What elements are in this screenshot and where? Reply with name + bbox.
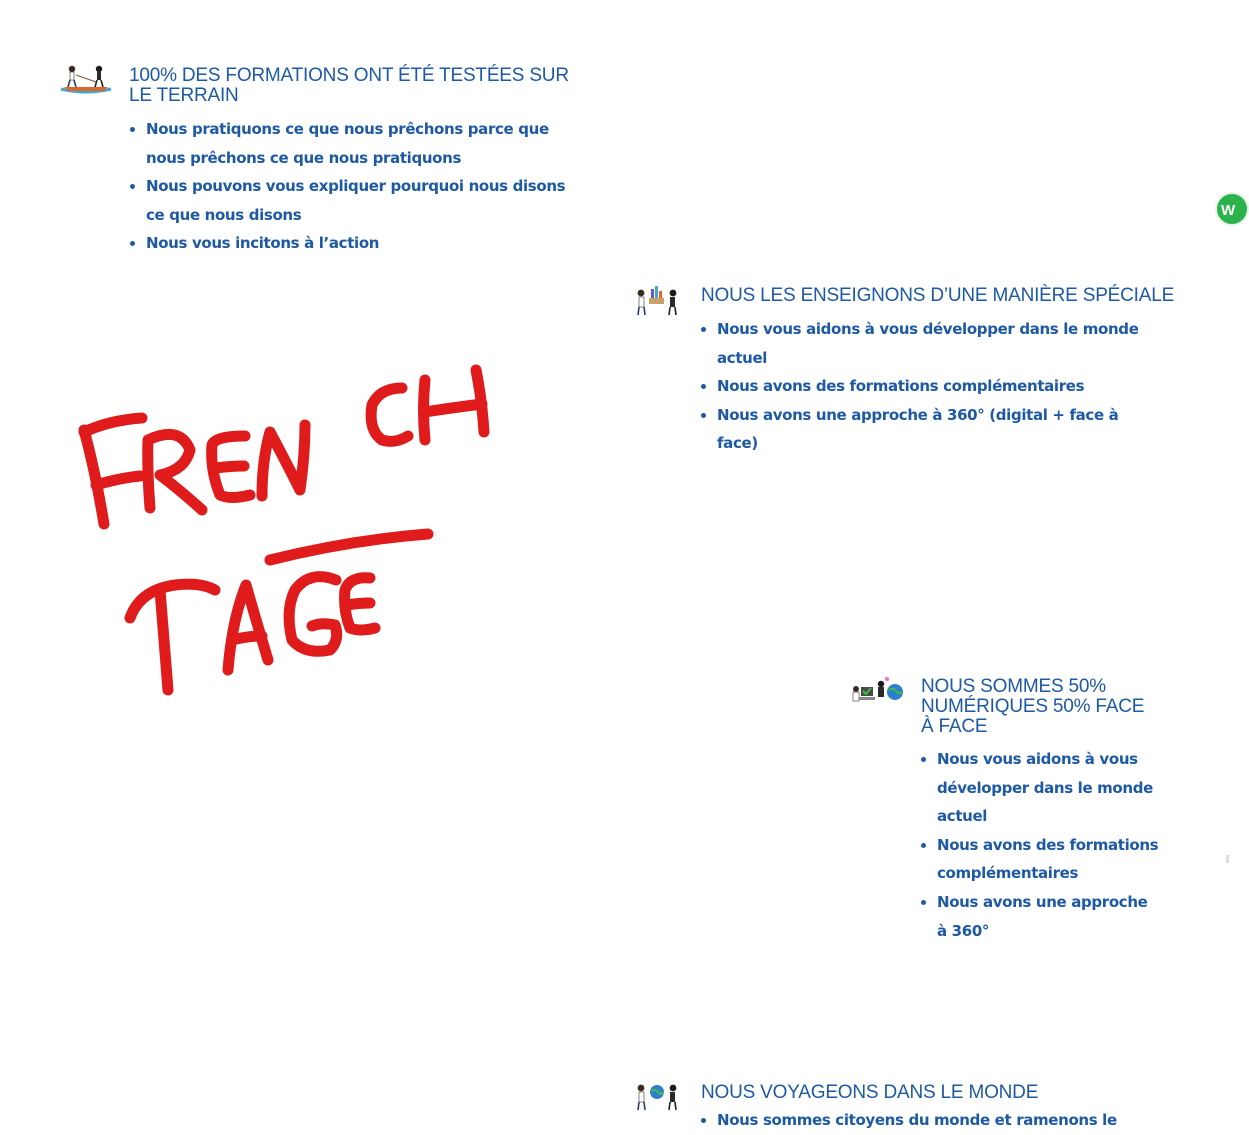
list-item: • Nous avons une approche à 360° bbox=[937, 888, 1162, 945]
list-item: • Nous vous aidons à vous développer dans le monde actuel bbox=[717, 315, 1147, 372]
scroll-marker bbox=[1226, 855, 1229, 863]
section-title: NOUS LES ENSEIGNONS D’UNE MANIÈRE SPÉCIALE bbox=[701, 285, 1175, 306]
chat-widget-button[interactable] bbox=[1215, 192, 1249, 226]
list-item: • Nous pratiquons ce que nous prêchons parce que nous prêchons ce que nous pratiquons bbox=[146, 115, 574, 172]
list-item: • Nous avons des formations complémentaires bbox=[937, 831, 1162, 888]
section-title: NOUS VOYAGEONS DANS LE MONDE bbox=[701, 1082, 1039, 1103]
list-item: • Nous vous incitons à l’action bbox=[146, 229, 574, 258]
list-item: • Nous avons des formations complémentaires bbox=[717, 372, 1147, 401]
section-title: NOUS SOMMES 50% NUMÉRIQUES 50% FACE À FACE bbox=[921, 676, 1145, 737]
list-item: • Nous vous aidons à vous développer dans le monde actuel bbox=[937, 745, 1162, 831]
list-item: • Nous pouvons vous expliquer pourquoi nous disons ce que nous disons bbox=[146, 172, 574, 229]
chat-bubble-icon: W bbox=[1221, 202, 1236, 219]
list-item: • Nous sommes citoyens du monde et ramenons le bbox=[717, 1106, 1147, 1135]
list-item: • Nous avons une approche à 360° (digital + face à face) bbox=[717, 401, 1147, 458]
section-title: 100% DES FORMATIONS ONT ÉTÉ TESTÉES SUR LE TERRAIN bbox=[129, 65, 569, 106]
